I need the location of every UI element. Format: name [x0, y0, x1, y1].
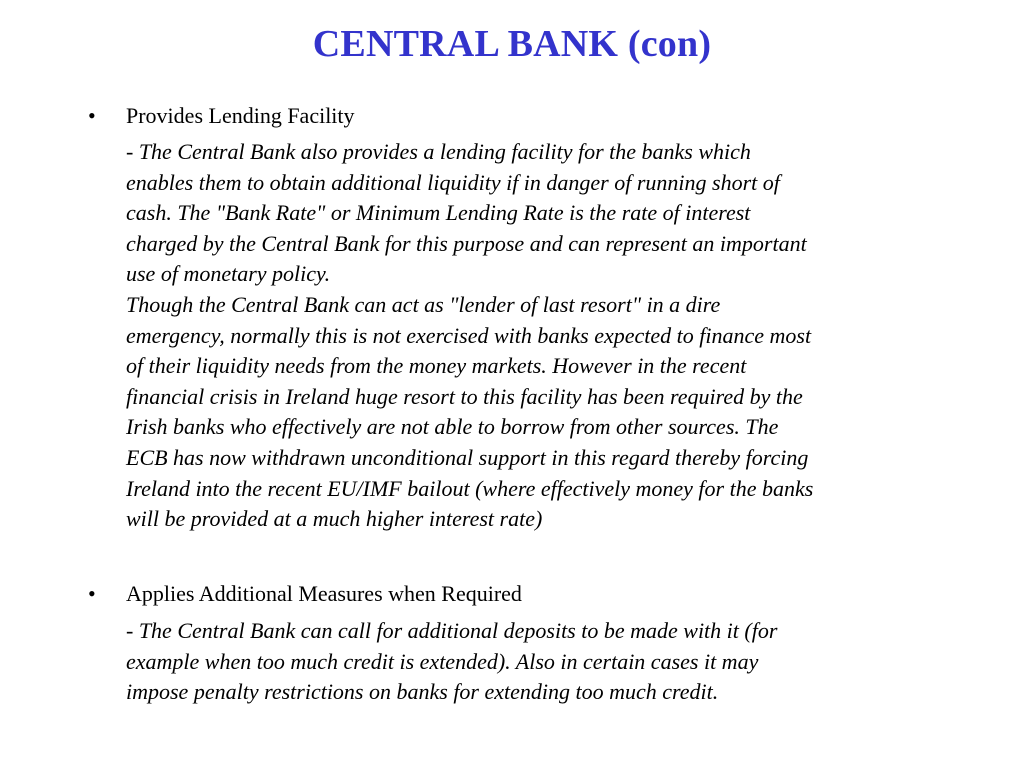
text-line: Ireland into the recent EU/IMF bailout (where effectively money for the banks	[126, 475, 814, 501]
bullet-marker: •	[88, 581, 96, 606]
text-line: ECB has now withdrawn unconditional support in this regard thereby forcing	[126, 444, 809, 470]
lending-facility-paragraph	[126, 137, 946, 535]
text-line: enables them to obtain additional liquidity if in danger of running short of	[126, 169, 780, 195]
text-line: Irish banks who effectively are not able to borrow from other sources. The	[126, 414, 779, 440]
text-line: use of monetary policy.	[126, 261, 331, 287]
text-line: Though the Central Bank can act as "lender of last resort" in a dire	[126, 291, 721, 317]
text-line: financial crisis in Ireland huge resort to this facility has been required by the	[126, 383, 803, 409]
text-line: will be provided at a much higher interest rate)	[126, 506, 543, 532]
bullet-heading-additional-measures: Applies Additional Measures when Required	[126, 581, 522, 606]
additional-measures-paragraph	[126, 616, 946, 708]
text-line: example when too much credit is extended). Also in certain cases it may	[126, 648, 759, 674]
bullet-heading-lending-facility: Provides Lending Facility	[126, 103, 355, 128]
text-line: cash. The "Bank Rate" or Minimum Lending Rate is the rate of interest	[126, 200, 751, 226]
text-line: charged by the Central Bank for this purpose and can represent an important	[126, 230, 807, 256]
text-line: - The Central Bank also provides a lending facility for the banks which	[126, 139, 751, 164]
text-line: emergency, normally this is not exercised with banks expected to finance most	[126, 322, 812, 348]
text-line: of their liquidity needs from the money markets. However in the recent	[126, 353, 747, 379]
slide-title: CENTRAL BANK (con)	[312, 23, 712, 65]
text-line: impose penalty restrictions on banks for extending too much credit.	[126, 679, 719, 705]
bullet-marker: •	[88, 103, 96, 128]
text-line: - The Central Bank can call for additional deposits to be made with it (for	[126, 618, 778, 643]
